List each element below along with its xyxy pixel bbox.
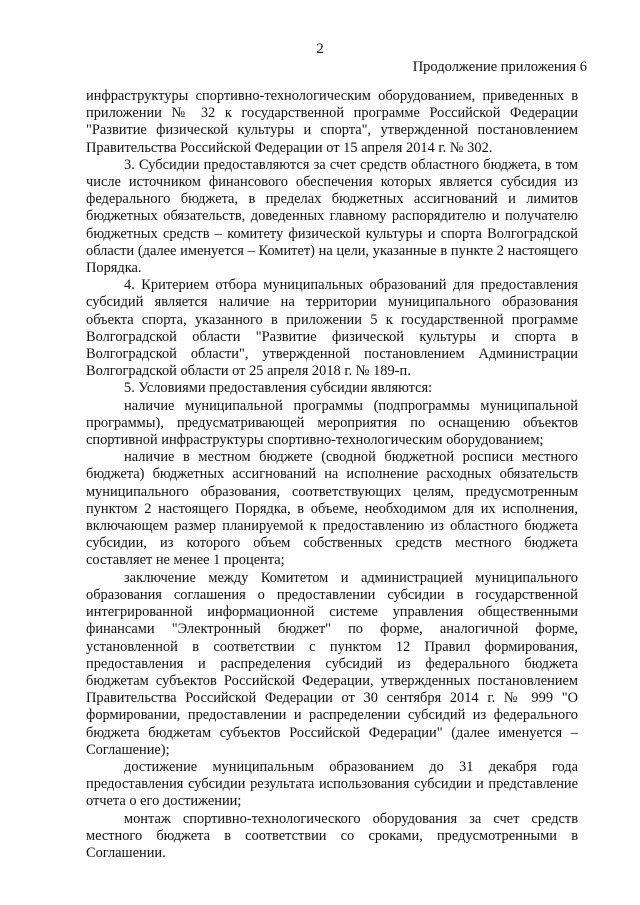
paragraph-clause-5: 5. Условиями предоставления субсидии являются: bbox=[124, 380, 433, 397]
page-number: 2 bbox=[316, 41, 324, 57]
condition-agreement: заключение между Комитетом и администрацией муниципального образования соглашения о предоставлении субсидии в государственной интегрированной информационной системе управления общественными финансами "Электронный бюджет" по форме, аналогичной форме, установленной в соответствии с пунктом 12 Правил формирования, предоставления и распределения субсидий из федерального бюджета бюджетам субъектов Российской Федерации, утвержденных постановлением Правительства Российской Федерации от 30 сентября 2014 г. № 999 "О формировании, предоставлении и распределении субсидий из федерального бюджета бюджетам субъектов Российской Федерации" (далее именуется – Соглашение); bbox=[86, 569, 578, 758]
paragraph-clause-4: 4. Критерием отбора муниципальных образований для предоставления субсидий является наличие на территории муниципального образования объекта спорта, указанного в приложении 5 к государственной программе Волгоградской области "Развитие физической культуры и спорта в Волгоградской области", утвержденной постановлением Администрации Волгоградской области от 25 апреля 2018 г. № 189-п. bbox=[86, 277, 578, 380]
document-body bbox=[86, 88, 578, 862]
paragraph-continuation: инфраструктуры спортивно-технологическим оборудованием, приведенных в приложении № 32 к государственной программе Российской Федерации "Развитие физической культуры и спорта", утвержденной постановлением Правительства Российской Федерации от 15 апреля 2014 г. № 302. bbox=[86, 88, 578, 156]
appendix-continuation-note: Продолжение приложения 6 bbox=[412, 59, 587, 75]
condition-budget-allocations: наличие в местном бюджете (сводной бюджетной росписи местного бюджета) бюджетных ассигнований на исполнение расходных обязательств муниципального образования, соответствующих целям, предусмотренным пунктом 2 настоящего Порядка, в объеме, необходимом для их исполнения, включающем размер планируемой к предоставлению из областного бюджета субсидии, из которого объем собственных средств местного бюджета составляет не менее 1 процента; bbox=[86, 449, 578, 569]
condition-municipal-program: наличие муниципальной программы (подпрограммы муниципальной программы), предусматривающей мероприятия по оснащению объектов спортивной инфраструктуры спортивно-технологическим оборудованием; bbox=[86, 397, 578, 449]
condition-result-achievement: достижение муниципальным образованием до 31 декабря года предоставления субсидии результата использования субсидии и представление отчета о его достижении; bbox=[86, 758, 578, 810]
condition-equipment-installation: монтаж спортивно-технологического оборудования за счет средств местного бюджета в соответствии со сроками, предусмотренными в Соглашении. bbox=[86, 810, 578, 861]
paragraph-clause-3: 3. Субсидии предоставляются за счет средств областного бюджета, в том числе источником финансового обеспечения которых является субсидия из федерального бюджета, в пределах бюджетных ассигнований и лимитов бюджетных обязательств, доведенных главному распорядителю и получателю бюджетных средств – комитету физической культуры и спорта Волгоградской области (далее именуется – Комитет) на цели, указанные в пункте 2 настоящего Порядка. bbox=[86, 156, 578, 277]
